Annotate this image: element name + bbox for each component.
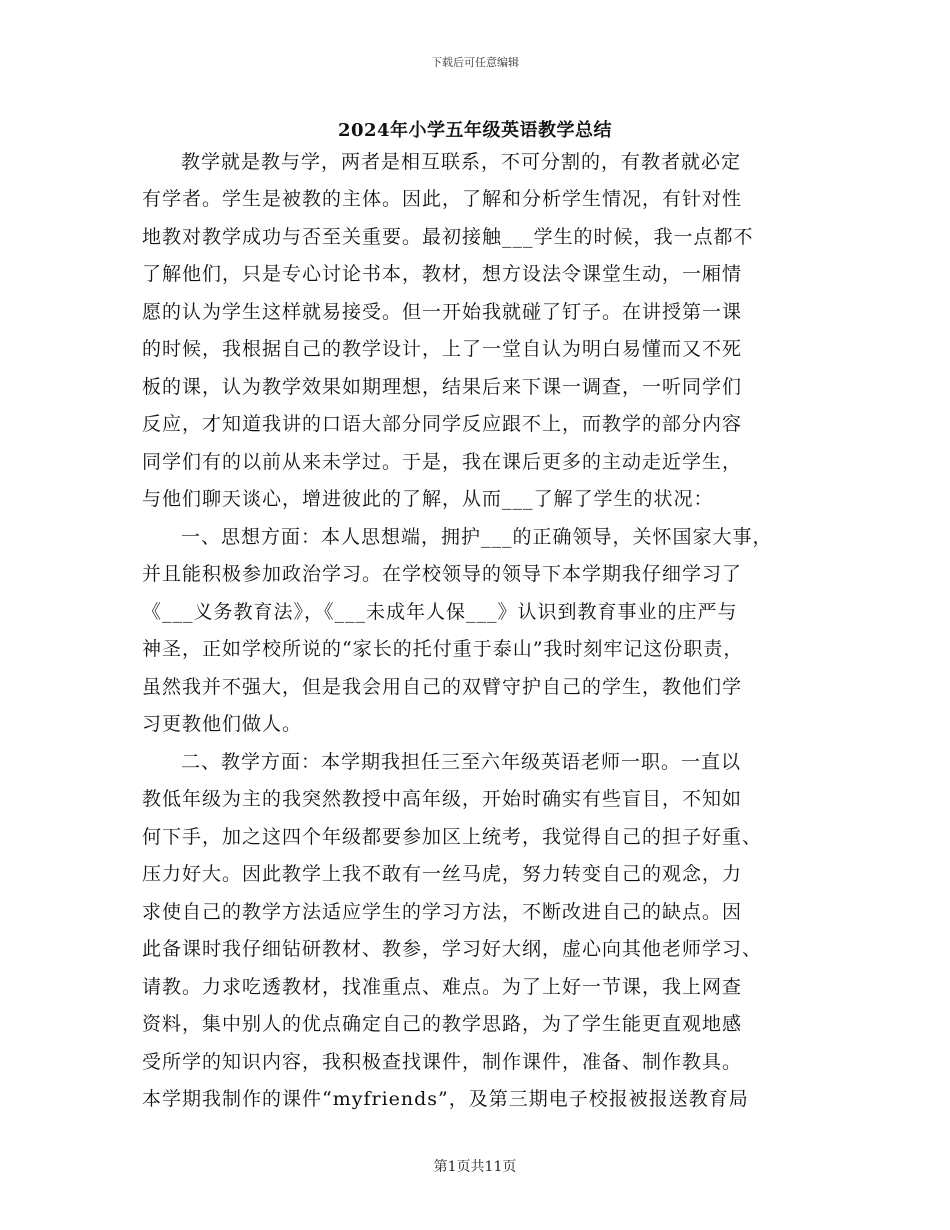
body-line: 反应，才知道我讲的口语大部分同学反应跟不上，而教学的部分内容 — [142, 413, 743, 435]
body-line: 何下手，加之这四个年级都要参加区上统考，我觉得自己的担子好重、 — [142, 826, 763, 848]
body-line: 神圣，正如学校所说的“家长的托付重于泰山”我时刻牢记这份职责， — [142, 638, 744, 660]
body-line: 请教。力求吃透教材，找准重点、难点。为了上好一节课，我上网查 — [142, 976, 743, 998]
body-line: 一、思想方面：本人思想端，拥护___的正确领导，关怀国家大事， — [181, 526, 773, 548]
body-line: 了解他们，只是专心讨论书本，教材，想方设法令课堂生动，一厢情 — [142, 263, 743, 285]
body-line: 本学期我制作的课件“myfriends”，及第三期电子校报被报送教育局 — [142, 1088, 749, 1110]
body-line: 虽然我并不强大，但是我会用自己的双臂守护自己的学生，教他们学 — [142, 676, 743, 698]
body-line: 《___义务教育法》，《___未成年人保___》认识到教育事业的庄严与 — [142, 601, 738, 623]
body-line: 受所学的知识内容，我积极查找课件，制作课件，准备、制作教具。 — [142, 1051, 743, 1073]
body-line: 有学者。学生是被教的主体。因此，了解和分析学生情况，有针对性 — [142, 188, 743, 210]
body-line: 同学们有的以前从来未学过。于是，我在课后更多的主动走近学生， — [142, 451, 743, 473]
body-line: 的时候，我根据自己的教学设计，上了一堂自认为明白易懂而又不死 — [142, 338, 743, 360]
body-line: 教低年级为主的我突然教授中高年级，开始时确实有些盲目，不知如 — [142, 788, 743, 810]
body-line: 愿的认为学生这样就易接受。但一开始我就碰了钉子。在讲授第一课 — [142, 301, 743, 323]
body-line: 二、教学方面：本学期我担任三至六年级英语老师一职。一直以 — [181, 751, 742, 773]
document-title: 2024年小学五年级英语教学总结 — [337, 120, 613, 141]
body-line: 习更教他们做人。 — [142, 713, 303, 735]
body-line: 地教对教学成功与否至关重要。最初接触___学生的时候，我一点都不 — [142, 226, 754, 248]
body-line: 资料，集中别人的优点确定自己的教学思路，为了学生能更直观地感 — [142, 1013, 743, 1035]
page-footer: 第1页共11页 — [433, 1159, 517, 1175]
body-line: 教学就是教与学，两者是相互联系，不可分割的，有教者就必定 — [181, 151, 742, 173]
body-line: 与他们聊天谈心，增进彼此的了解，从而___了解了学生的状况： — [142, 488, 714, 510]
body-line: 求使自己的教学方法适应学生的学习方法，不断改进自己的缺点。因 — [142, 901, 743, 923]
body-line: 压力好大。因此教学上我不敢有一丝马虎，努力转变自己的观念，力 — [142, 863, 743, 885]
header-note: 下载后可任意编辑 — [431, 56, 519, 69]
body-line: 此备课时我仔细钻研教材、教参，学习好大纲，虚心向其他老师学习、 — [142, 938, 763, 960]
body-line: 并且能积极参加政治学习。在学校领导的领导下本学期我仔细学习了 — [142, 563, 743, 585]
body-line: 板的课，认为教学效果如期理想，结果后来下课一调查，一听同学们 — [142, 376, 743, 398]
